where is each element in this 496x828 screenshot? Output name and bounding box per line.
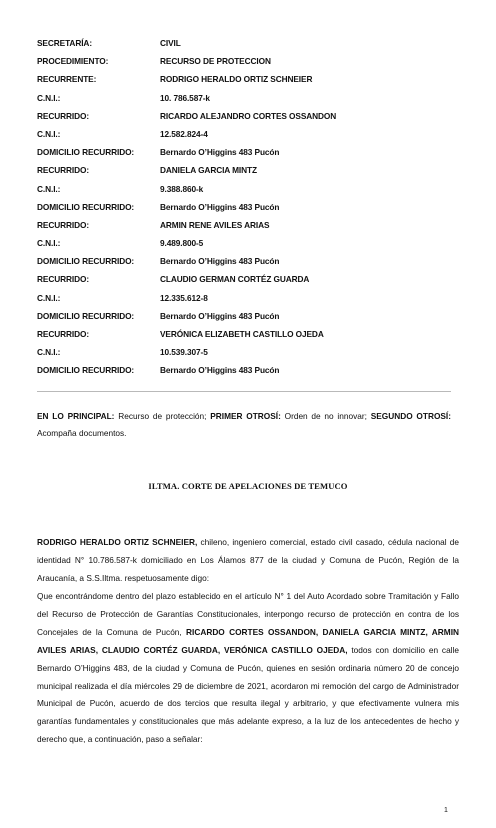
header-row (37, 238, 457, 256)
header-label: C.N.I.: (37, 347, 61, 358)
header-value: Bernardo O’Higgins 483 Pucón (160, 310, 280, 321)
header-row (37, 56, 457, 74)
header-value: Bernardo O’Higgins 483 Pucón (160, 365, 280, 376)
header-row (37, 147, 457, 165)
header-label: DOMICILIO RECURRIDO: (37, 310, 135, 321)
header-value: Bernardo O’Higgins 483 Pucón (160, 256, 280, 267)
header-row (37, 74, 457, 92)
claim-text-b: todos con domicilio en calle Bernardo O’Higgins 483, de la ciudad y Comuna de Pucón, quienes en sesión ordinaria número 20 de concejo municipal realizada el día miércoles 29 de diciembre de 2021, acordaron mi remoción del cargo de Administrador Municipal de Pucón, acuerdo de dos tercios que resulta ilegal y arbitrario, y que efectivamente vulnera mis garantías fundamentales y constitucionales que más adelante expreso, a la luz de los antecedentes de hecho y derecho que, a continuación, paso a señalar: (37, 644, 459, 745)
header-row (37, 93, 457, 111)
header-label: DOMICILIO RECURRIDO: (37, 147, 135, 158)
header-value: DANIELA GARCIA MINTZ (160, 165, 257, 176)
header-row (37, 311, 457, 329)
header-row (37, 165, 457, 183)
header-value: RECURSO DE PROTECCION (160, 56, 271, 67)
header-value: VERÓNICA ELIZABETH CASTILLO OJEDA (160, 329, 324, 339)
section-divider (37, 391, 451, 392)
petition-summary (37, 408, 451, 442)
header-value: RICARDO ALEJANDRO CORTES OSSANDON (160, 110, 337, 121)
header-row (37, 365, 457, 383)
case-header (37, 38, 457, 384)
header-row (37, 202, 457, 220)
header-label: C.N.I.: (37, 92, 61, 103)
header-row (37, 184, 457, 202)
header-value: Bernardo O’Higgins 483 Pucón (160, 147, 280, 158)
header-row (37, 256, 457, 274)
claim-paragraph (37, 588, 459, 749)
header-row (37, 329, 457, 347)
header-label: C.N.I.: (37, 183, 61, 194)
header-value: 12.335.612-8 (160, 292, 208, 303)
header-value: ARMIN RENE AVILES ARIAS (160, 219, 270, 230)
principal-text: Recurso de protección; (114, 411, 211, 421)
appellant-name: RODRIGO HERALDO ORTIZ SCHNEIER, (37, 537, 198, 547)
header-label: RECURRENTE: (37, 74, 97, 85)
header-value: Bernardo O’Higgins 483 Pucón (160, 201, 280, 212)
header-row (37, 274, 457, 292)
header-value: CLAUDIO GERMAN CORTÉZ GUARDA (160, 274, 310, 285)
header-label: C.N.I.: (37, 128, 61, 139)
header-label: RECURRIDO: (37, 274, 90, 285)
otrosi2-text: Acompaña documentos. (37, 428, 127, 438)
header-row (37, 129, 457, 147)
header-value: 12.582.824-4 (160, 128, 208, 139)
principal-label: EN LO PRINCIPAL: (37, 411, 115, 421)
otrosi2-label: SEGUNDO OTROSÍ: (370, 411, 452, 421)
header-row (37, 38, 457, 56)
header-row (37, 220, 457, 238)
header-row (37, 347, 457, 365)
court-title: ILTMA. CORTE DE APELACIONES DE TEMUCO (148, 481, 348, 491)
header-label: RECURRIDO: (37, 110, 90, 121)
claim-text-a: Que encontrándome dentro del plazo establecido en el artículo N° 1 del Auto Acordado sobre Tramitación y Fallo del Recurso de Protección de Garantías Constitucionales, interpongo recurso de protección en contra de los Concejales de la Comuna de Pucón, (37, 591, 459, 637)
header-label: DOMICILIO RECURRIDO: (37, 365, 135, 376)
header-label: DOMICILIO RECURRIDO: (37, 256, 135, 267)
otrosi1-text: Orden de no innovar; (280, 411, 371, 421)
respondent-names: RICARDO CORTES OSSANDON, DANIELA GARCIA MINTZ, ARMIN AVILES ARIAS, CLAUDIO CORTÉZ GUARDA, VERÓNICA CASTILLO OJEDA, (37, 626, 459, 655)
header-value: 9.489.800-5 (160, 238, 204, 249)
header-value: 9.388.860-k (160, 183, 204, 194)
header-value: 10. 786.587-k (160, 92, 210, 103)
header-label: C.N.I.: (37, 292, 61, 303)
header-value: 10.539.307-5 (160, 347, 208, 358)
header-row (37, 111, 457, 129)
header-label: RECURRIDO: (37, 329, 90, 339)
header-label: RECURRIDO: (37, 219, 90, 230)
header-value: CIVIL (160, 38, 181, 48)
header-label: PROCEDIMIENTO: (37, 56, 109, 67)
header-value: RODRIGO HERALDO ORTIZ SCHNEIER (160, 74, 313, 85)
header-label: C.N.I.: (37, 238, 61, 249)
header-label: SECRETARÍA: (37, 38, 92, 48)
page-number: 1 (444, 807, 448, 814)
header-label: RECURRIDO: (37, 165, 90, 176)
appellant-text: chileno, ingeniero comercial, estado civil casado, cédula nacional de identidad N° 10.786.587-k domiciliado en Los Álamos 877 de la ciudad y Comuna de Pucón, Región de la Araucanía, a S.S.Iltma. respetuosamente digo: (37, 537, 459, 583)
appellant-paragraph (37, 534, 459, 588)
header-label: DOMICILIO RECURRIDO: (37, 201, 135, 212)
header-row (37, 293, 457, 311)
otrosi1-label: PRIMER OTROSÍ: (210, 411, 281, 421)
